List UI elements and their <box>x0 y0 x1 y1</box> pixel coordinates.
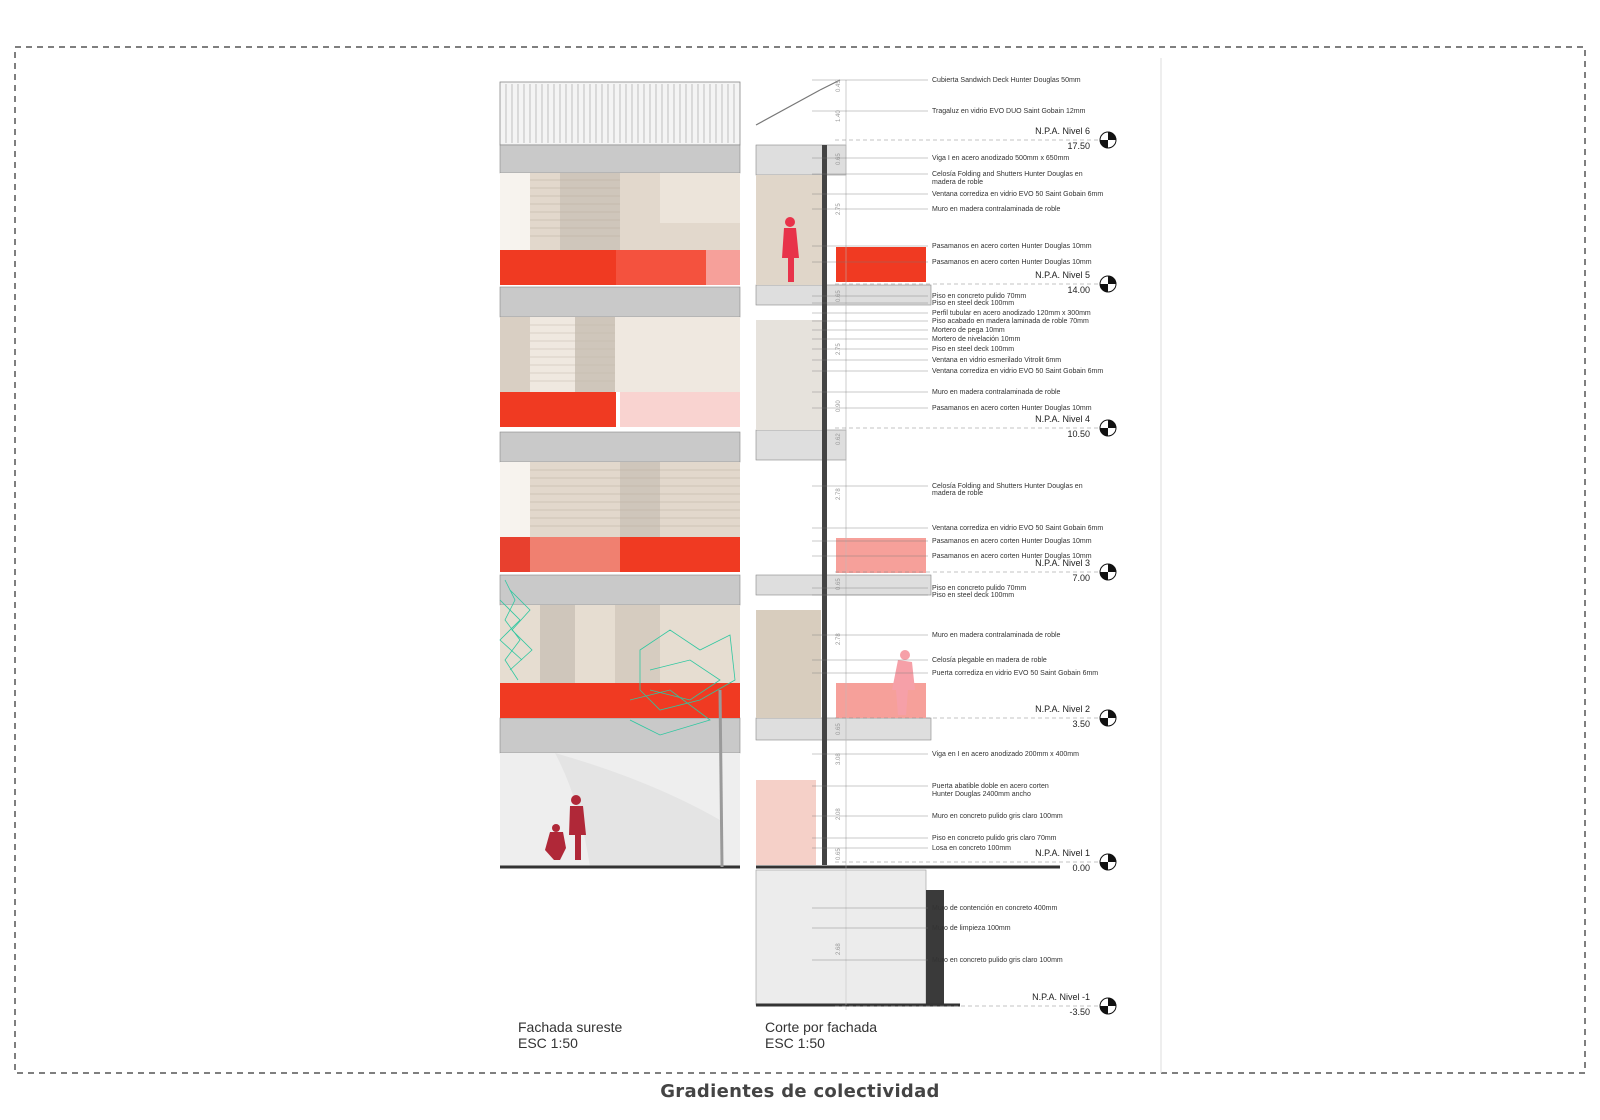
section-door <box>756 780 816 865</box>
slab-band <box>500 145 740 173</box>
annotation-label: Piso en concreto pulido 70mm <box>932 293 1027 300</box>
level-value: 0.00 <box>1072 863 1090 873</box>
dimension-value: 0.45 <box>836 80 842 92</box>
level-name: N.P.A. Nivel 3 <box>1035 558 1090 568</box>
annotation-label: Cubierta Sandwich Deck Hunter Douglas 50mm <box>932 77 1081 84</box>
dimension-value: 0.65 <box>836 290 842 302</box>
annotation <box>812 783 1049 790</box>
annotation-label: Mortero de nivelación 10mm <box>932 336 1021 343</box>
annotation-label: Muro en concreto pulido gris claro 100mm <box>932 813 1063 820</box>
annotation-label: Viga en I en acero anodizado 200mm x 400mm <box>932 751 1079 758</box>
footer-title: Gradientes de colectividad <box>660 1081 940 1102</box>
annotation <box>812 318 1089 325</box>
annotation-label: Pasamanos en acero corten Hunter Douglas 10mm <box>932 405 1092 412</box>
balcony-rail-red <box>500 250 616 285</box>
facade-scale: ESC 1:50 <box>518 1035 578 1051</box>
section-rail-red <box>836 247 926 282</box>
wall-section <box>756 80 1060 1010</box>
balcony-rail-red <box>500 392 616 427</box>
annotation <box>812 191 1103 198</box>
slab-band <box>500 287 740 317</box>
annotation-label: Puerta corrediza en vidrio EVO 50 Saint Gobain 6mm <box>932 670 1099 677</box>
dimension-value: 0.62 <box>836 433 842 445</box>
dimension-value: 2.78 <box>836 488 842 500</box>
annotation <box>812 657 1047 664</box>
annotation-label: Muro en madera contralaminada de roble <box>932 389 1061 396</box>
section-title-text: Corte por fachada <box>765 1019 878 1035</box>
annotation-label: Viga I en acero anodizado 500mm x 650mm <box>932 155 1070 162</box>
level-value: 3.50 <box>1072 719 1090 729</box>
annotation-label: Celosía Folding and Shutters Hunter Douglas en <box>932 483 1083 490</box>
dimension-value: 0.65 <box>836 578 842 590</box>
annotation <box>932 791 1031 798</box>
slab-band <box>500 575 740 605</box>
section-title <box>765 1019 877 1051</box>
annotation <box>812 206 1061 213</box>
balcony-rail-red <box>500 683 740 718</box>
annotation-label: Puerta abatible doble en acero corten <box>932 783 1049 790</box>
annotation <box>812 368 1103 375</box>
level-name: N.P.A. Nivel 6 <box>1035 126 1090 136</box>
annotation-label: Muro en concreto pulido gris claro 100mm <box>932 957 1063 964</box>
annotation <box>812 632 1061 639</box>
annotation <box>812 813 1063 820</box>
annotation-label: Celosía Folding and Shutters Hunter Douglas en <box>932 171 1083 178</box>
annotation-label: Ventana corrediza en vidrio EVO 50 Saint Gobain 6mm <box>932 368 1104 375</box>
facade-title <box>518 1019 622 1051</box>
level-name: N.P.A. Nivel 5 <box>1035 270 1090 280</box>
annotation <box>812 310 1091 317</box>
balcony-rail-red <box>616 250 706 285</box>
level-value: 14.00 <box>1067 285 1090 295</box>
facade-elevation <box>500 82 740 867</box>
dimension-value: 0.90 <box>836 400 842 412</box>
annotation-label: Piso en steel deck 100mm <box>932 300 1015 307</box>
basement <box>756 870 926 1005</box>
level-name: N.P.A. Nivel 4 <box>1035 414 1090 424</box>
annotation <box>812 357 1061 364</box>
dimension-value: 2.08 <box>836 808 842 820</box>
annotation <box>812 405 1092 412</box>
annotation <box>932 179 983 186</box>
annotation-label: Piso acabado en madera laminada de roble 70mm <box>932 318 1089 325</box>
annotation <box>812 525 1103 532</box>
level-marker <box>835 414 1116 439</box>
annotation <box>812 835 1057 842</box>
section-slab <box>756 575 931 595</box>
annotation-label: Muro de limpieza 100mm <box>932 925 1011 932</box>
annotation-label: Mortero de pega 10mm <box>932 327 1005 334</box>
section-wall <box>756 320 826 430</box>
annotation <box>812 327 1005 334</box>
annotation-label: Ventana corrediza en vidrio EVO 50 Saint Gobain 6mm <box>932 191 1104 198</box>
slab-band <box>500 718 740 753</box>
section-slab <box>756 145 846 175</box>
annotation <box>812 346 1014 353</box>
annotation-label: Tragaluz en vidrio EVO DUO Saint Gobain 12mm <box>932 108 1086 115</box>
slab-band <box>500 432 740 462</box>
annotation-label: Piso en steel deck 100mm <box>932 592 1015 599</box>
balcony-rail-light <box>620 392 740 427</box>
annotation-label: Piso en steel deck 100mm <box>932 346 1015 353</box>
annotation <box>812 77 1081 84</box>
annotation <box>932 490 983 497</box>
annotation <box>812 751 1079 758</box>
section-wall <box>756 610 821 718</box>
dimension-value: 1.40 <box>836 110 842 122</box>
dimension-value: 2.68 <box>836 943 842 955</box>
level-value: 10.50 <box>1067 429 1090 439</box>
dimension-value: 2.78 <box>836 633 842 645</box>
annotation-label: Pasamanos en acero corten Hunter Douglas 10mm <box>932 538 1092 545</box>
annotation-label: Perfil tubular en acero anodizado 120mm x 300mm <box>932 310 1091 317</box>
annotation <box>812 389 1061 396</box>
section-slab <box>756 718 931 740</box>
annotation-label: Ventana en vidrio esmerilado Vitrolit 6mm <box>932 357 1062 364</box>
roof-slope <box>756 90 820 125</box>
dimension-value: 0.65 <box>836 723 842 735</box>
annotation-label: madera de roble <box>932 179 983 186</box>
annotation-label: madera de roble <box>932 490 983 497</box>
facade-title-text: Fachada sureste <box>518 1019 623 1035</box>
annotation-label: Muro en madera contralaminada de roble <box>932 206 1061 213</box>
balcony-rail-red <box>620 537 740 572</box>
annotation-label: Pasamanos en acero corten Hunter Douglas 10mm <box>932 259 1092 266</box>
dimension-value: 2.75 <box>836 343 842 355</box>
section-slab <box>756 430 846 460</box>
dimension-value: 0.65 <box>836 848 842 860</box>
annotation <box>812 155 1069 162</box>
annotation-label: Hunter Douglas 2400mm ancho <box>932 791 1031 798</box>
balcony-rail-red <box>500 537 530 572</box>
dimension-value: 0.65 <box>836 153 842 165</box>
level-marker <box>835 126 1116 151</box>
annotation-label: Losa en concreto 100mm <box>932 845 1011 852</box>
level-value: 7.00 <box>1072 573 1090 583</box>
annotation-label: Pasamanos en acero corten Hunter Douglas 10mm <box>932 553 1092 560</box>
dimension-value: 3.08 <box>836 753 842 765</box>
annotation-label: Piso en concreto pulido 70mm <box>932 585 1027 592</box>
level-value: -3.50 <box>1069 1007 1090 1017</box>
annotation <box>812 670 1098 677</box>
section-scale: ESC 1:50 <box>765 1035 825 1051</box>
annotation <box>812 336 1020 343</box>
level-name: N.P.A. Nivel 2 <box>1035 704 1090 714</box>
annotation-label: Pasamanos en acero corten Hunter Douglas 10mm <box>932 243 1092 250</box>
annotation <box>812 108 1086 115</box>
steel-column <box>822 145 827 865</box>
section-slab <box>756 285 931 305</box>
annotation-label: Muro de contención en concreto 400mm <box>932 905 1058 912</box>
annotation <box>812 171 1083 178</box>
section-rail-light <box>836 538 926 573</box>
annotation-label: Ventana corrediza en vidrio EVO 50 Saint Gobain 6mm <box>932 525 1104 532</box>
dimension-value: 2.75 <box>836 203 842 215</box>
annotations <box>812 77 1103 964</box>
level-name: N.P.A. Nivel 1 <box>1035 848 1090 858</box>
annotation-label: Celosía plegable en madera de roble <box>932 657 1047 664</box>
level-value: 17.50 <box>1067 141 1090 151</box>
annotation <box>812 483 1083 490</box>
annotation-label: Muro en madera contralaminada de roble <box>932 632 1061 639</box>
annotation-label: Piso en concreto pulido gris claro 70mm <box>932 835 1057 842</box>
level-name: N.P.A. Nivel -1 <box>1032 992 1090 1002</box>
